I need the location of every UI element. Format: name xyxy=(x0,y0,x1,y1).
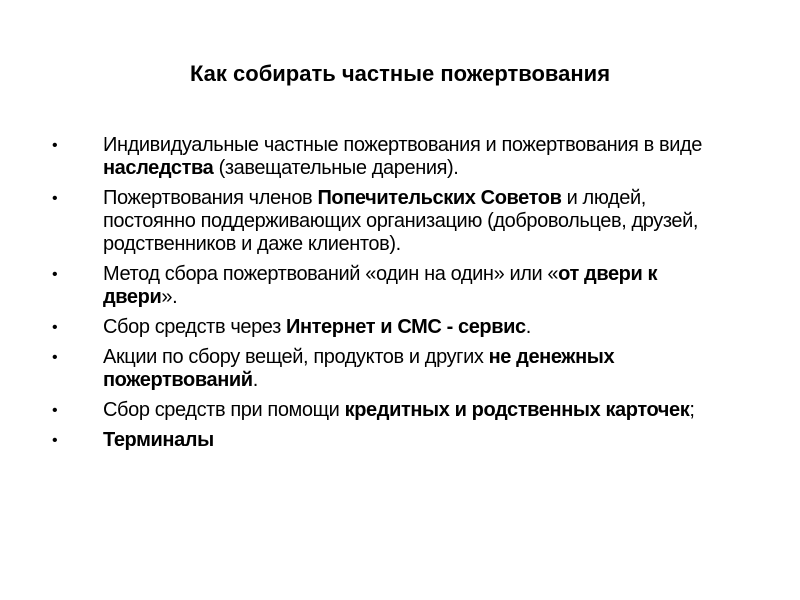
bullet-item xyxy=(0,316,800,339)
bullet-text xyxy=(103,263,733,309)
bullet-text-bold: наследства xyxy=(103,157,214,179)
bullet-text xyxy=(103,429,733,452)
bullet-dot-icon: • xyxy=(52,137,58,154)
bullet-text xyxy=(103,316,733,339)
bullet-dot-icon: • xyxy=(52,402,58,419)
bullet-dot-icon: • xyxy=(52,190,58,207)
bullet-item xyxy=(0,346,800,392)
bullet-text-run: (завещательные дарения). xyxy=(213,157,459,179)
bullet-item xyxy=(0,263,800,309)
bullet-text-bold: от двери к двери xyxy=(103,263,658,308)
bullet-text xyxy=(103,399,733,422)
bullet-text xyxy=(103,346,733,392)
bullet-text-bold: Интернет и СМС - сервис xyxy=(286,316,526,338)
slide-title: Как собирать частные пожертвования xyxy=(189,61,611,86)
bullet-item xyxy=(0,429,800,452)
bullet-text-run: . xyxy=(252,369,258,391)
bullet-text xyxy=(103,187,733,256)
bullet-text-run: ; xyxy=(689,399,695,421)
bullet-text-bold: кредитных и родственных карточек xyxy=(344,399,690,421)
bullet-item xyxy=(0,187,800,256)
bullet-dot-icon: • xyxy=(52,266,58,283)
bullet-text xyxy=(103,134,733,180)
bullet-dot-icon: • xyxy=(52,432,58,449)
bullet-text-bold: Терминалы xyxy=(103,429,214,451)
bullet-text-run: Акции по сбору вещей, продуктов и других xyxy=(103,346,489,368)
bullet-item xyxy=(0,134,800,180)
bullet-text-run: Индивидуальные частные пожертвования и пожертвования в виде xyxy=(103,134,702,156)
bullet-text-run: Метод сбора пожертвований «один на один» или « xyxy=(103,263,559,285)
bullet-dot-icon: • xyxy=(52,319,58,336)
bullet-text-run: Пожертвования членов xyxy=(103,187,318,209)
bullet-dot-icon: • xyxy=(52,349,58,366)
bullet-text-run: Сбор средств при помощи xyxy=(103,399,345,421)
bullet-list xyxy=(0,134,800,459)
bullet-text-run: и людей, постоянно поддерживающих организацию (добровольцев, друзей, родственников и даже клиентов). xyxy=(103,187,699,255)
bullet-item xyxy=(0,399,800,422)
bullet-text-bold: Попечительских Советов xyxy=(317,187,562,209)
bullet-text-run: Сбор средств через xyxy=(103,316,286,338)
bullet-text-run: ». xyxy=(161,286,178,308)
bullet-text-bold: не денежных пожертвований xyxy=(103,346,615,391)
bullet-text-run: . xyxy=(525,316,531,338)
